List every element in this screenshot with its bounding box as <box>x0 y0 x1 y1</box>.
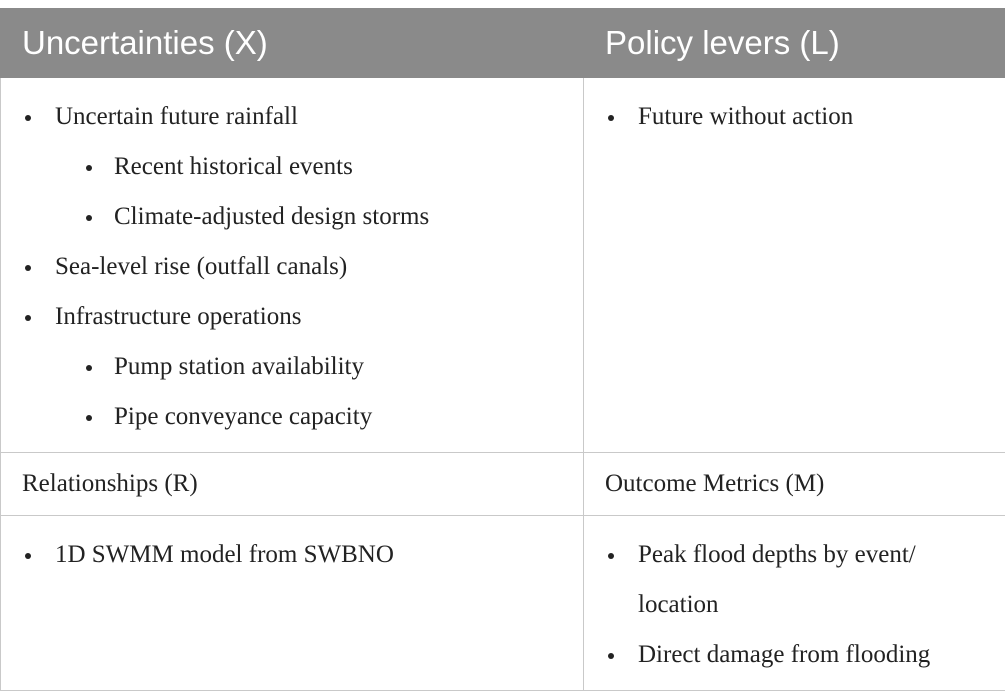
uncertainties-cell <box>1 78 584 453</box>
list-item: Pipe conveyance capacity <box>21 392 563 442</box>
header-uncertainties: Uncertainties (X) <box>1 9 584 78</box>
header-row <box>1 9 1005 78</box>
list-item: Future without action <box>604 92 985 142</box>
list-item: Direct damage from flooding <box>604 630 985 680</box>
list-item: Sea-level rise (outfall canals) <box>21 242 563 292</box>
list-item: Pump station availability <box>21 342 563 392</box>
relationships-list <box>21 530 563 580</box>
list-item: Uncertain future rainfall <box>21 92 563 142</box>
subheader-row <box>1 453 1005 516</box>
xlrm-framework-table <box>0 8 1005 691</box>
list-item: Infrastructure operations <box>21 292 563 342</box>
relationships-metrics-row <box>1 516 1005 691</box>
header-relationships: Relationships (R) <box>1 453 584 516</box>
outcome-metrics-list <box>604 530 985 680</box>
header-outcome-metrics: Outcome Metrics (M) <box>584 453 1005 516</box>
outcome-metrics-cell <box>584 516 1005 691</box>
policy-levers-list <box>604 92 985 142</box>
list-item-line: location <box>638 580 985 630</box>
list-item <box>604 530 985 630</box>
list-item-line: Peak flood depths by event/ <box>638 530 985 580</box>
relationships-cell <box>1 516 584 691</box>
uncertainties-levers-row <box>1 78 1005 453</box>
list-item: Climate-adjusted design storms <box>21 192 563 242</box>
policy-levers-cell <box>584 78 1005 453</box>
list-item: 1D SWMM model from SWBNO <box>21 530 563 580</box>
header-policy-levers: Policy levers (L) <box>584 9 1005 78</box>
list-item: Recent historical events <box>21 142 563 192</box>
uncertainties-list <box>21 92 563 442</box>
